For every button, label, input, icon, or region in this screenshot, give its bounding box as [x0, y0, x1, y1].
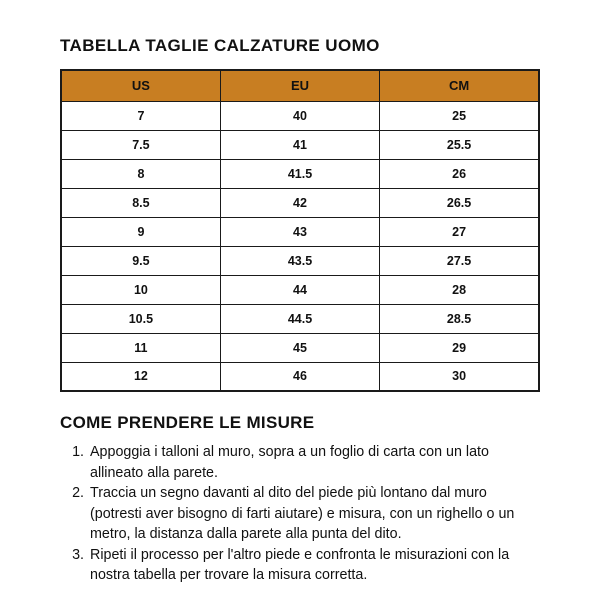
table-cell: 40	[220, 101, 379, 130]
table-row	[61, 217, 539, 246]
table-cell: 10.5	[61, 304, 220, 333]
table-cell: 43.5	[220, 246, 379, 275]
column-header-eu: EU	[220, 70, 379, 101]
table-row	[61, 304, 539, 333]
table-cell: 30	[380, 362, 539, 391]
instructions-heading: COME PRENDERE LE MISURE	[60, 413, 315, 432]
table-row	[61, 362, 539, 391]
table-cell: 45	[220, 333, 379, 362]
table-cell: 44.5	[220, 304, 379, 333]
table-cell: 41.5	[220, 159, 379, 188]
table-cell: 29	[380, 333, 539, 362]
table-header-row	[61, 70, 539, 101]
size-table	[60, 69, 540, 392]
table-row	[61, 130, 539, 159]
table-row	[61, 246, 539, 275]
table-cell: 43	[220, 217, 379, 246]
table-cell: 27.5	[380, 246, 539, 275]
table-row	[61, 275, 539, 304]
table-cell: 26.5	[380, 188, 539, 217]
table-row	[61, 188, 539, 217]
table-row	[61, 101, 539, 130]
table-row	[61, 159, 539, 188]
table-cell: 8	[61, 159, 220, 188]
table-cell: 42	[220, 188, 379, 217]
table-cell: 46	[220, 362, 379, 391]
column-header-cm: CM	[380, 70, 539, 101]
page-title: TABELLA TAGLIE CALZATURE UOMO	[60, 36, 380, 55]
table-cell: 25.5	[380, 130, 539, 159]
column-header-us: US	[61, 70, 220, 101]
table-cell: 8.5	[61, 188, 220, 217]
table-cell: 11	[61, 333, 220, 362]
table-cell: 12	[61, 362, 220, 391]
instructions-list	[60, 442, 540, 586]
table-cell: 9	[61, 217, 220, 246]
table-cell: 28	[380, 275, 539, 304]
table-cell: 44	[220, 275, 379, 304]
table-cell: 28.5	[380, 304, 539, 333]
table-cell: 7	[61, 101, 220, 130]
table-cell: 10	[61, 275, 220, 304]
instruction-step: 3. Ripeti il processo per l'altro piede e confronta le misurazioni con la nostra tabella per trovare la misura corretta.	[88, 545, 540, 586]
table-cell: 26	[380, 159, 539, 188]
table-cell: 25	[380, 101, 539, 130]
size-table-header	[61, 70, 539, 101]
table-row	[61, 333, 539, 362]
table-cell: 41	[220, 130, 379, 159]
table-cell: 27	[380, 217, 539, 246]
size-table-body	[61, 101, 539, 391]
table-cell: 7.5	[61, 130, 220, 159]
instruction-step: 2. Traccia un segno davanti al dito del piede più lontano dal muro (potresti aver bisogno di farti aiutare) e misura, con un righello o un metro, la distanza dalla parete alla punta del dito.	[88, 483, 540, 545]
instruction-step: 1. Appoggia i talloni al muro, sopra a un foglio di carta con un lato allineato alla parete.	[88, 442, 540, 483]
table-cell: 9.5	[61, 246, 220, 275]
